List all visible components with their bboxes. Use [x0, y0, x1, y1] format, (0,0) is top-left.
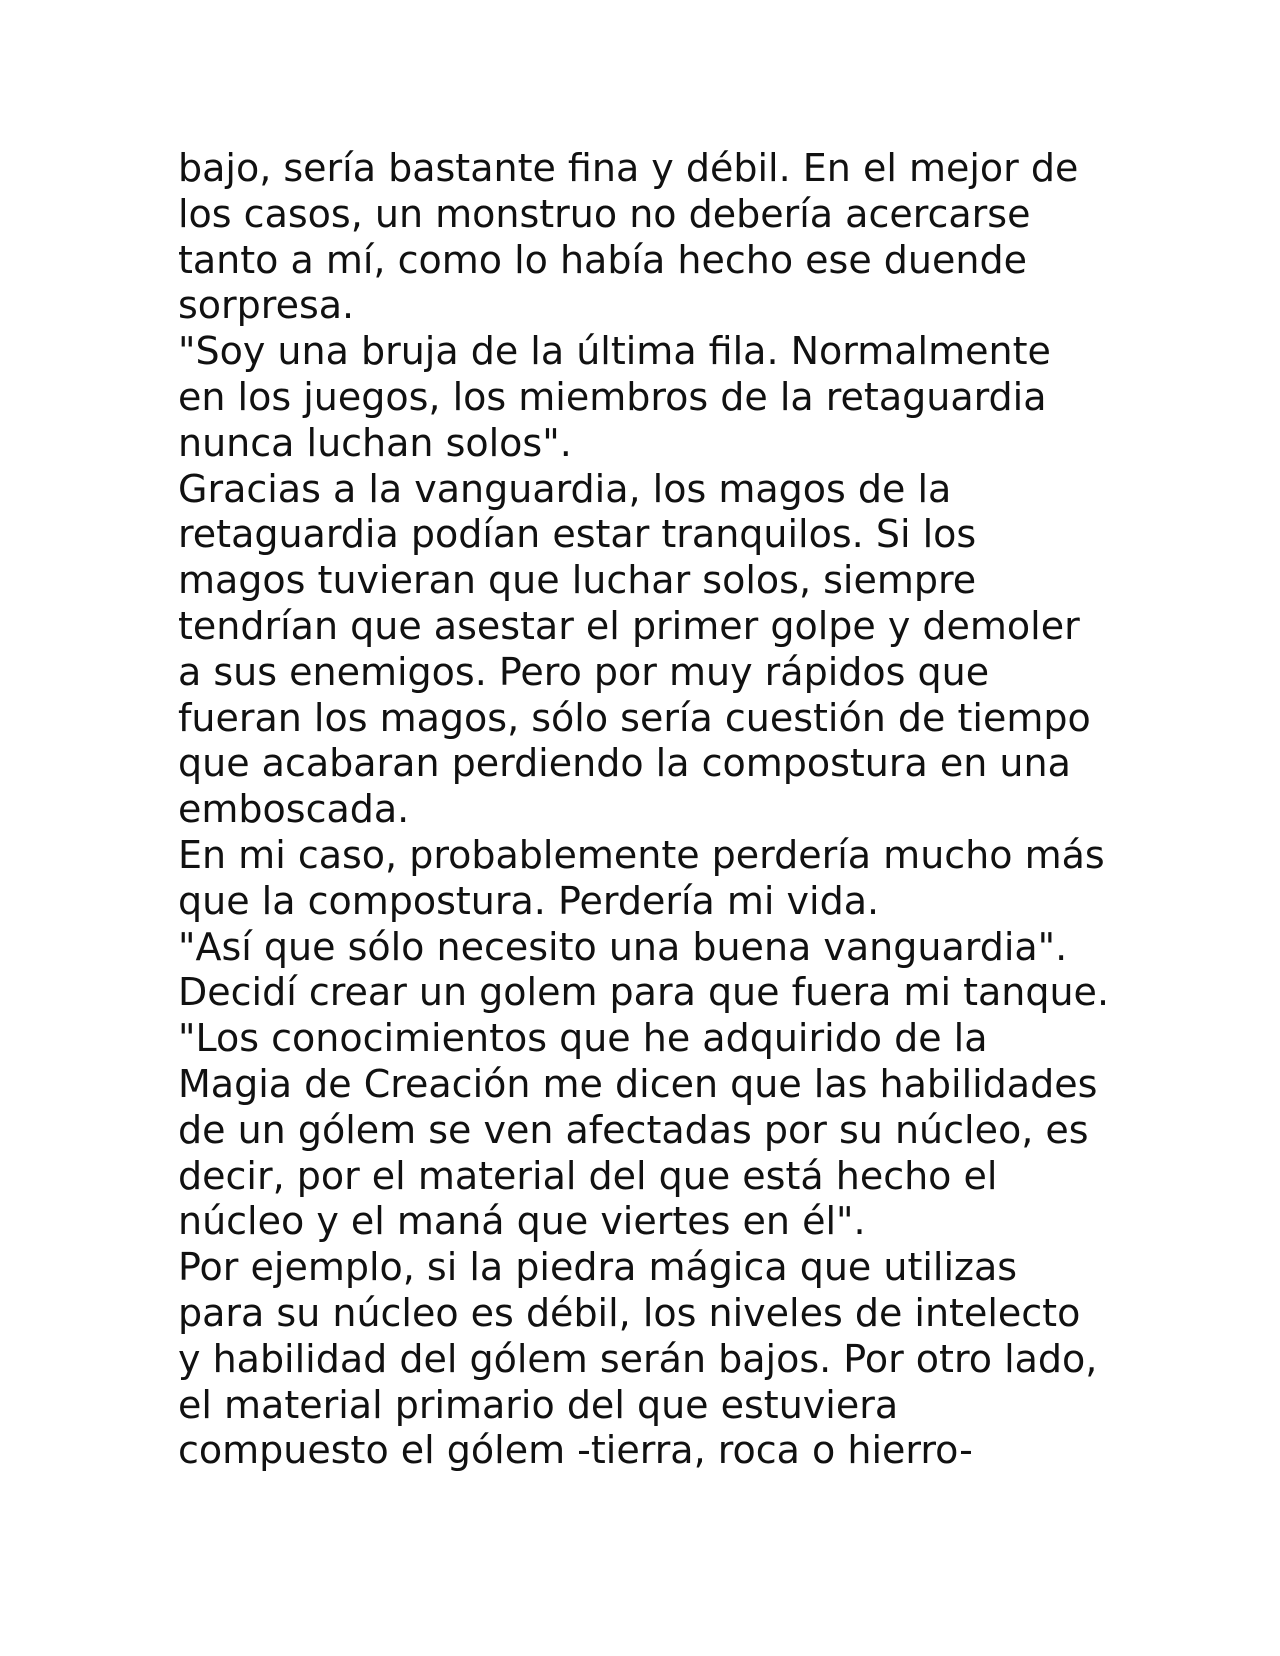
- text-line: tendrían que asestar el primer golpe y demoler: [178, 603, 1080, 648]
- text-line: "Así que sólo necesito una buena vanguardia".: [178, 924, 1068, 969]
- text-line: Magia de Creación me dicen que las habilidades: [178, 1061, 1098, 1106]
- text-line: decir, por el material del que está hecho el: [178, 1153, 998, 1198]
- text-line: para su núcleo es débil, los niveles de intelecto: [178, 1290, 1081, 1335]
- text-line: fueran los magos, sólo sería cuestión de tiempo: [178, 695, 1091, 740]
- text-line: "Soy una bruja de la última fila. Normalmente: [178, 329, 1051, 374]
- text-line: "Los conocimientos que he adquirido de la: [178, 1016, 988, 1061]
- text-line: nunca luchan solos".: [178, 420, 572, 465]
- text-line: compuesto el gólem -tierra, roca o hierro-: [178, 1428, 973, 1473]
- text-line: en los juegos, los miembros de la retaguardia: [178, 374, 1047, 419]
- text-line: emboscada.: [178, 787, 410, 832]
- text-line: que acabaran perdiendo la compostura en una: [178, 741, 1071, 786]
- document-page: [178, 146, 1178, 1474]
- text-line: y habilidad del gólem serán bajos. Por otro lado,: [178, 1336, 1098, 1381]
- text-line: retaguardia podían estar tranquilos. Si los: [178, 512, 977, 557]
- text-line: sorpresa.: [178, 283, 355, 328]
- text-line: magos tuvieran que luchar solos, siempre: [178, 558, 977, 603]
- text-line: núcleo y el maná que viertes en él".: [178, 1199, 866, 1244]
- text-line: a sus enemigos. Pero por muy rápidos que: [178, 649, 990, 694]
- text-line: tanto a mí, como lo había hecho ese duende: [178, 237, 1027, 282]
- text-line: de un gólem se ven afectadas por su núcleo, es: [178, 1107, 1089, 1152]
- text-line: Por ejemplo, si la piedra mágica que utilizas: [178, 1245, 1018, 1290]
- text-line: que la compostura. Perdería mi vida.: [178, 878, 880, 923]
- text-line: Gracias a la vanguardia, los magos de la: [178, 466, 952, 511]
- text-line: En mi caso, probablemente perdería mucho más: [178, 832, 1105, 877]
- text-line: el material primario del que estuviera: [178, 1382, 899, 1427]
- text-line: bajo, sería bastante fina y débil. En el mejor de: [178, 146, 1079, 190]
- text-line: los casos, un monstruo no debería acercarse: [178, 191, 1031, 236]
- text-line: Decidí crear un golem para que fuera mi tanque.: [178, 970, 1110, 1015]
